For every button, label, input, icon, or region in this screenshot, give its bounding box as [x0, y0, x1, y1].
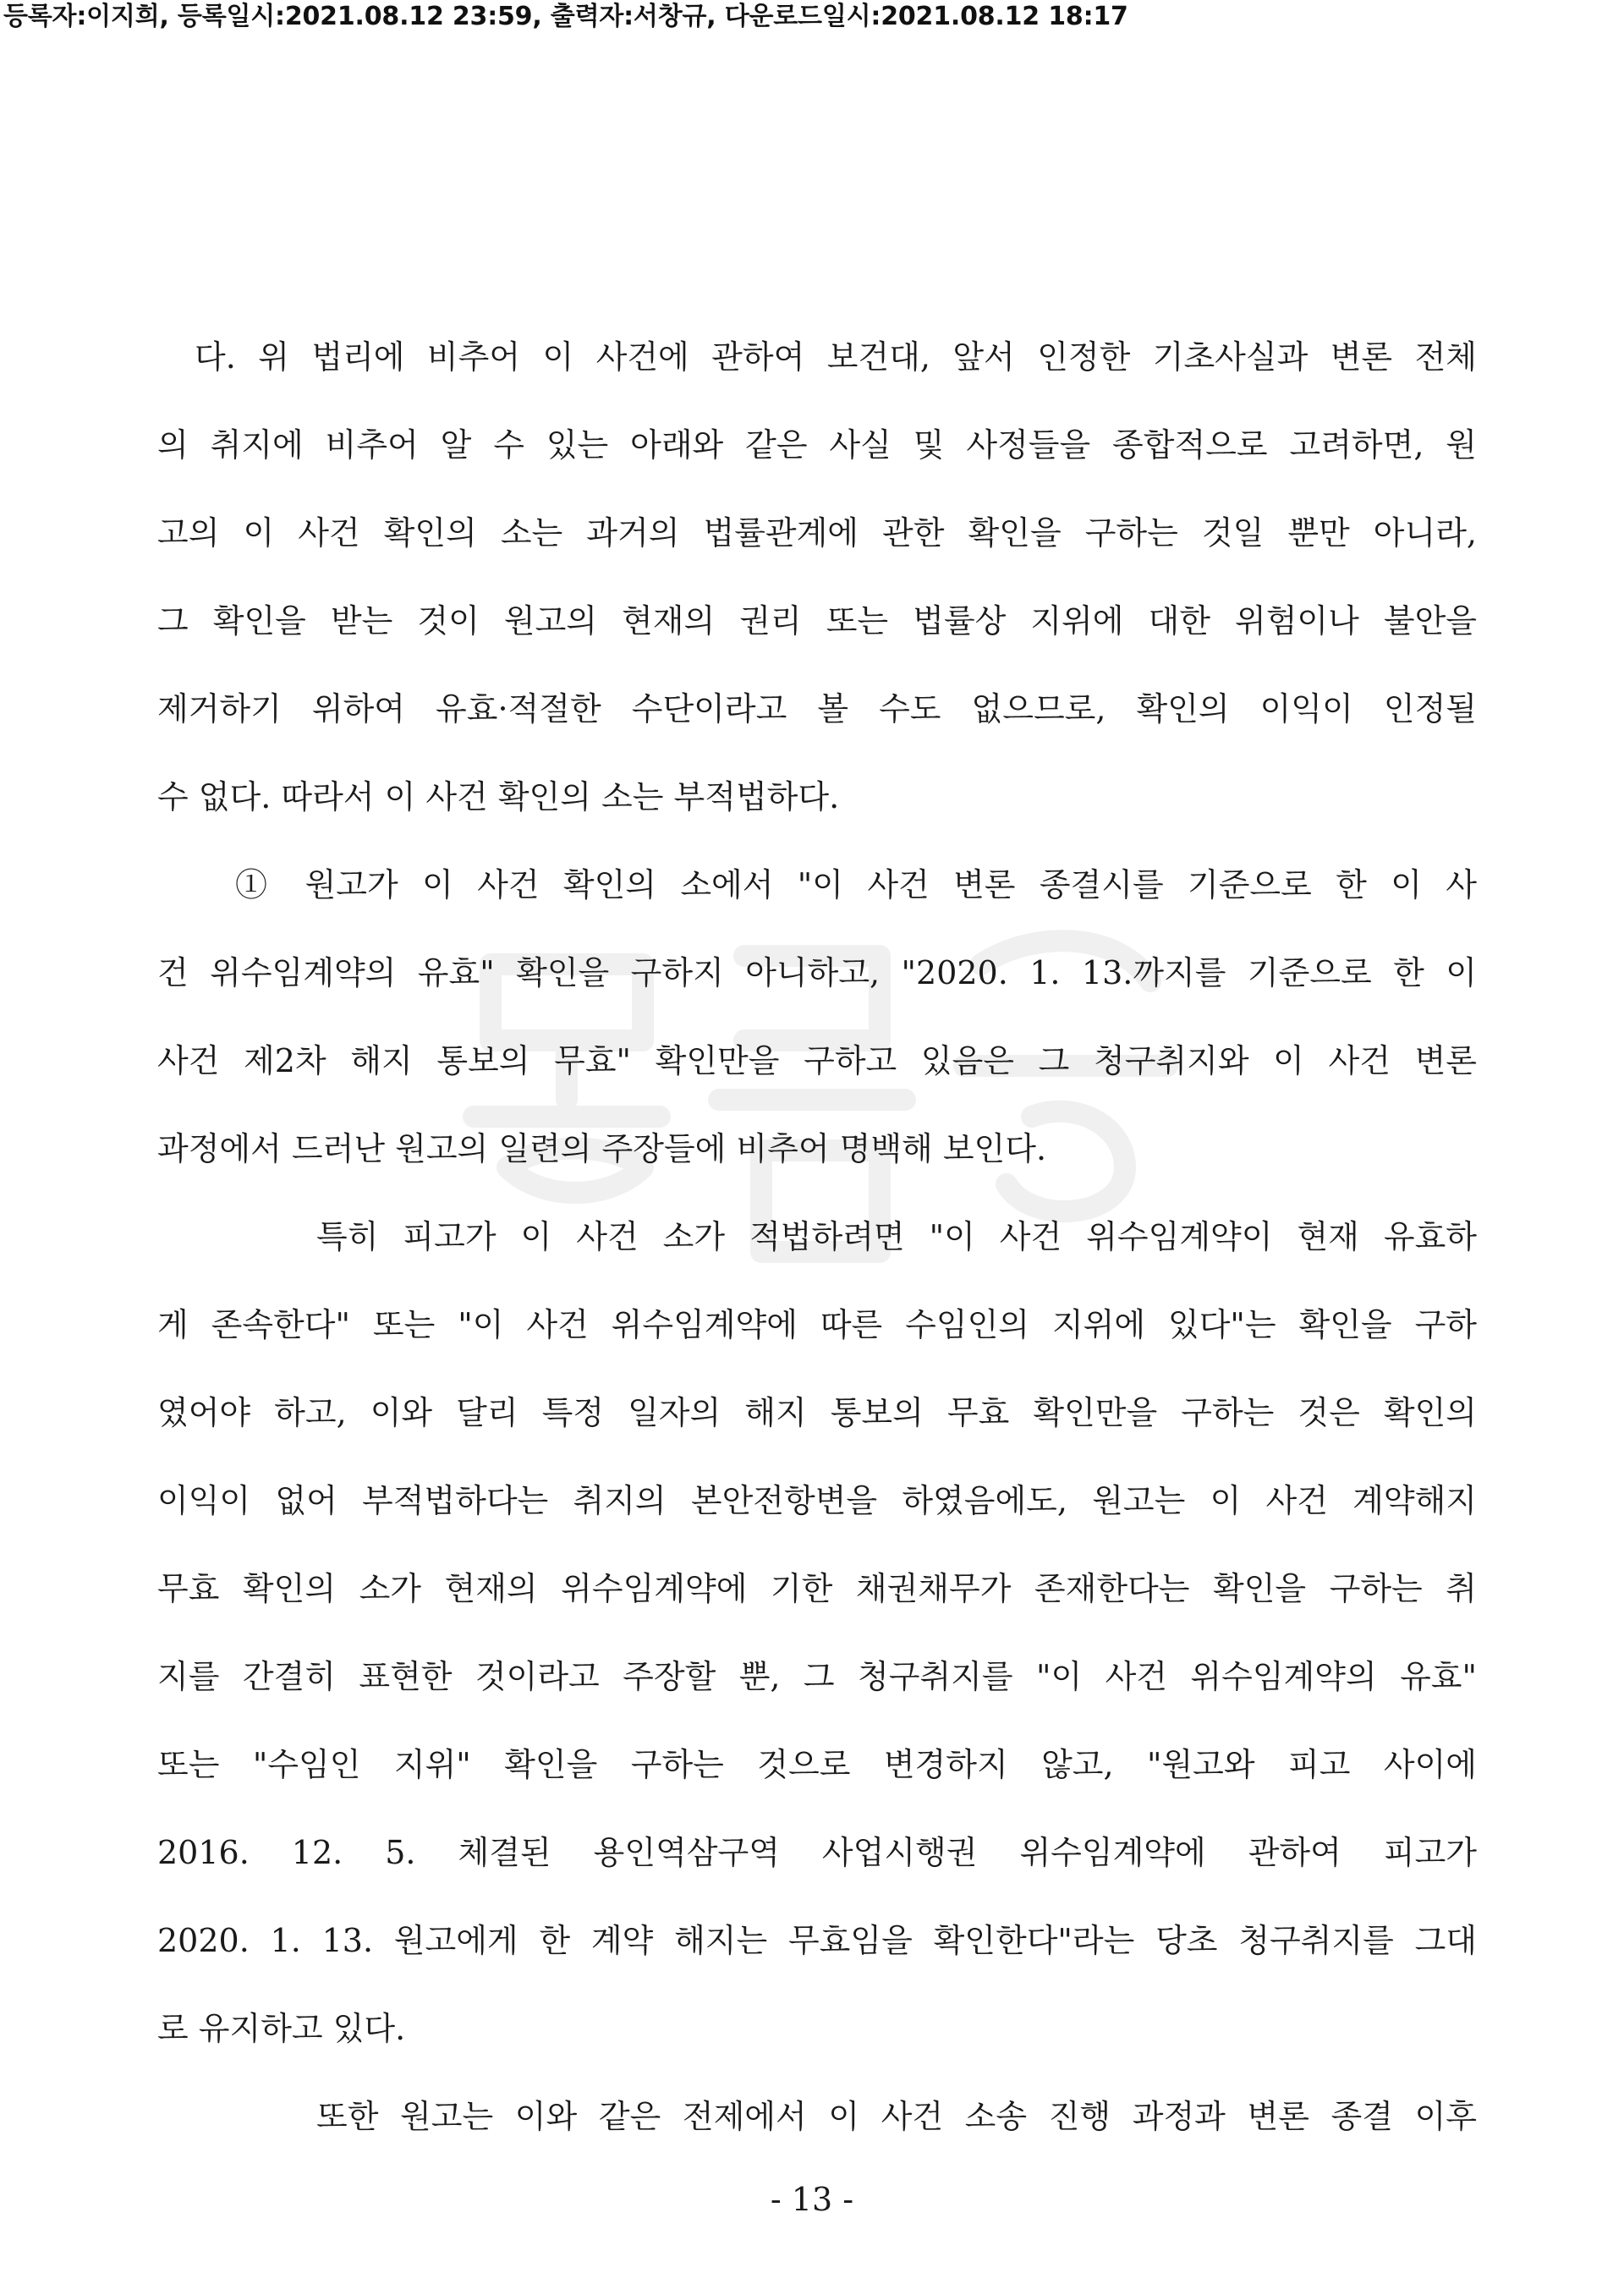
text-line: 게 존속한다" 또는 "이 사건 위수임계약에 따른 수임인의 지위에 있다"는 확인을 구하	[157, 1306, 1477, 1343]
text-line: 이익이 없어 부적법하다는 취지의 본안전항변을 하였음에도, 원고는 이 사건 계약해지	[157, 1482, 1477, 1519]
text-line: 2020. 1. 13. 원고에게 한 계약 해지는 무효임을 확인한다"라는 당초 청구취지를 그대	[157, 1922, 1477, 1959]
text-line: 지를 간결히 표현한 것이라고 주장할 뿐, 그 청구취지를 "이 사건 위수임계약의 유효"	[157, 1658, 1477, 1695]
page-number: - 13 -	[770, 2181, 854, 2218]
text-line: 였어야 하고, 이와 달리 특정 일자의 해지 통보의 무효 확인만을 구하는 것은 확인의	[157, 1394, 1477, 1431]
text-line: 사건 제2차 해지 통보의 무효" 확인만을 구하고 있음은 그 청구취지와 이 사건 변론	[157, 1042, 1477, 1079]
download-stamp: 등록자:이지희, 등록일시:2021.08.12 23:59, 출력자:서창규, 다운로드일시:2021.08.12 18:17	[3, 2, 1128, 31]
text-line: 또한 원고는 이와 같은 전제에서 이 사건 소송 진행 과정과 변론 종결 이후	[316, 2098, 1477, 2135]
text-line: 무효 확인의 소가 현재의 위수임계약에 기한 채권채무가 존재한다는 확인을 구하는 취	[157, 1570, 1477, 1607]
text-line: 수 없다. 따라서 이 사건 확인의 소는 부적법하다.	[157, 778, 840, 815]
text-line: 의 취지에 비추어 알 수 있는 아래와 같은 사실 및 사정들을 종합적으로 고려하면, 원	[157, 426, 1477, 464]
text-line: 또는 "수임인 지위" 확인을 구하는 것으로 변경하지 않고, "원고와 피고 사이에	[157, 1746, 1477, 1783]
text-line: 고의 이 사건 확인의 소는 과거의 법률관계에 관한 확인을 구하는 것일 뿐만 아니라,	[157, 514, 1477, 552]
text-line: 그 확인을 받는 것이 원고의 현재의 권리 또는 법률상 지위에 대한 위험이나 불안을	[157, 602, 1477, 640]
text-line: 로 유지하고 있다.	[157, 2010, 406, 2047]
text-line: 제거하기 위하여 유효·적절한 수단이라고 볼 수도 없으므로, 확인의 이익이 인정될	[157, 690, 1477, 727]
text-line: 2016. 12. 5. 체결된 용인역삼구역 사업시행권 위수임계약에 관하여 피고가	[157, 1834, 1477, 1871]
text-line: 과정에서 드러난 원고의 일련의 주장들에 비추어 명백해 보인다.	[157, 1130, 1047, 1167]
text-line: 특히 피고가 이 사건 소가 적법하려면 "이 사건 위수임계약이 현재 유효하	[316, 1218, 1477, 1255]
text-line: ① 원고가 이 사건 확인의 소에서 "이 사건 변론 종결시를 기준으로 한 이 사	[235, 866, 1477, 903]
body-text	[157, 337, 1477, 2184]
text-line: 다. 위 법리에 비추어 이 사건에 관하여 보건대, 앞서 인정한 기초사실과 변론 전체	[195, 338, 1477, 376]
text-line: 건 위수임계약의 유효" 확인을 구하지 아니하고, "2020. 1. 13.까지를 기준으로 한 이	[157, 954, 1477, 991]
